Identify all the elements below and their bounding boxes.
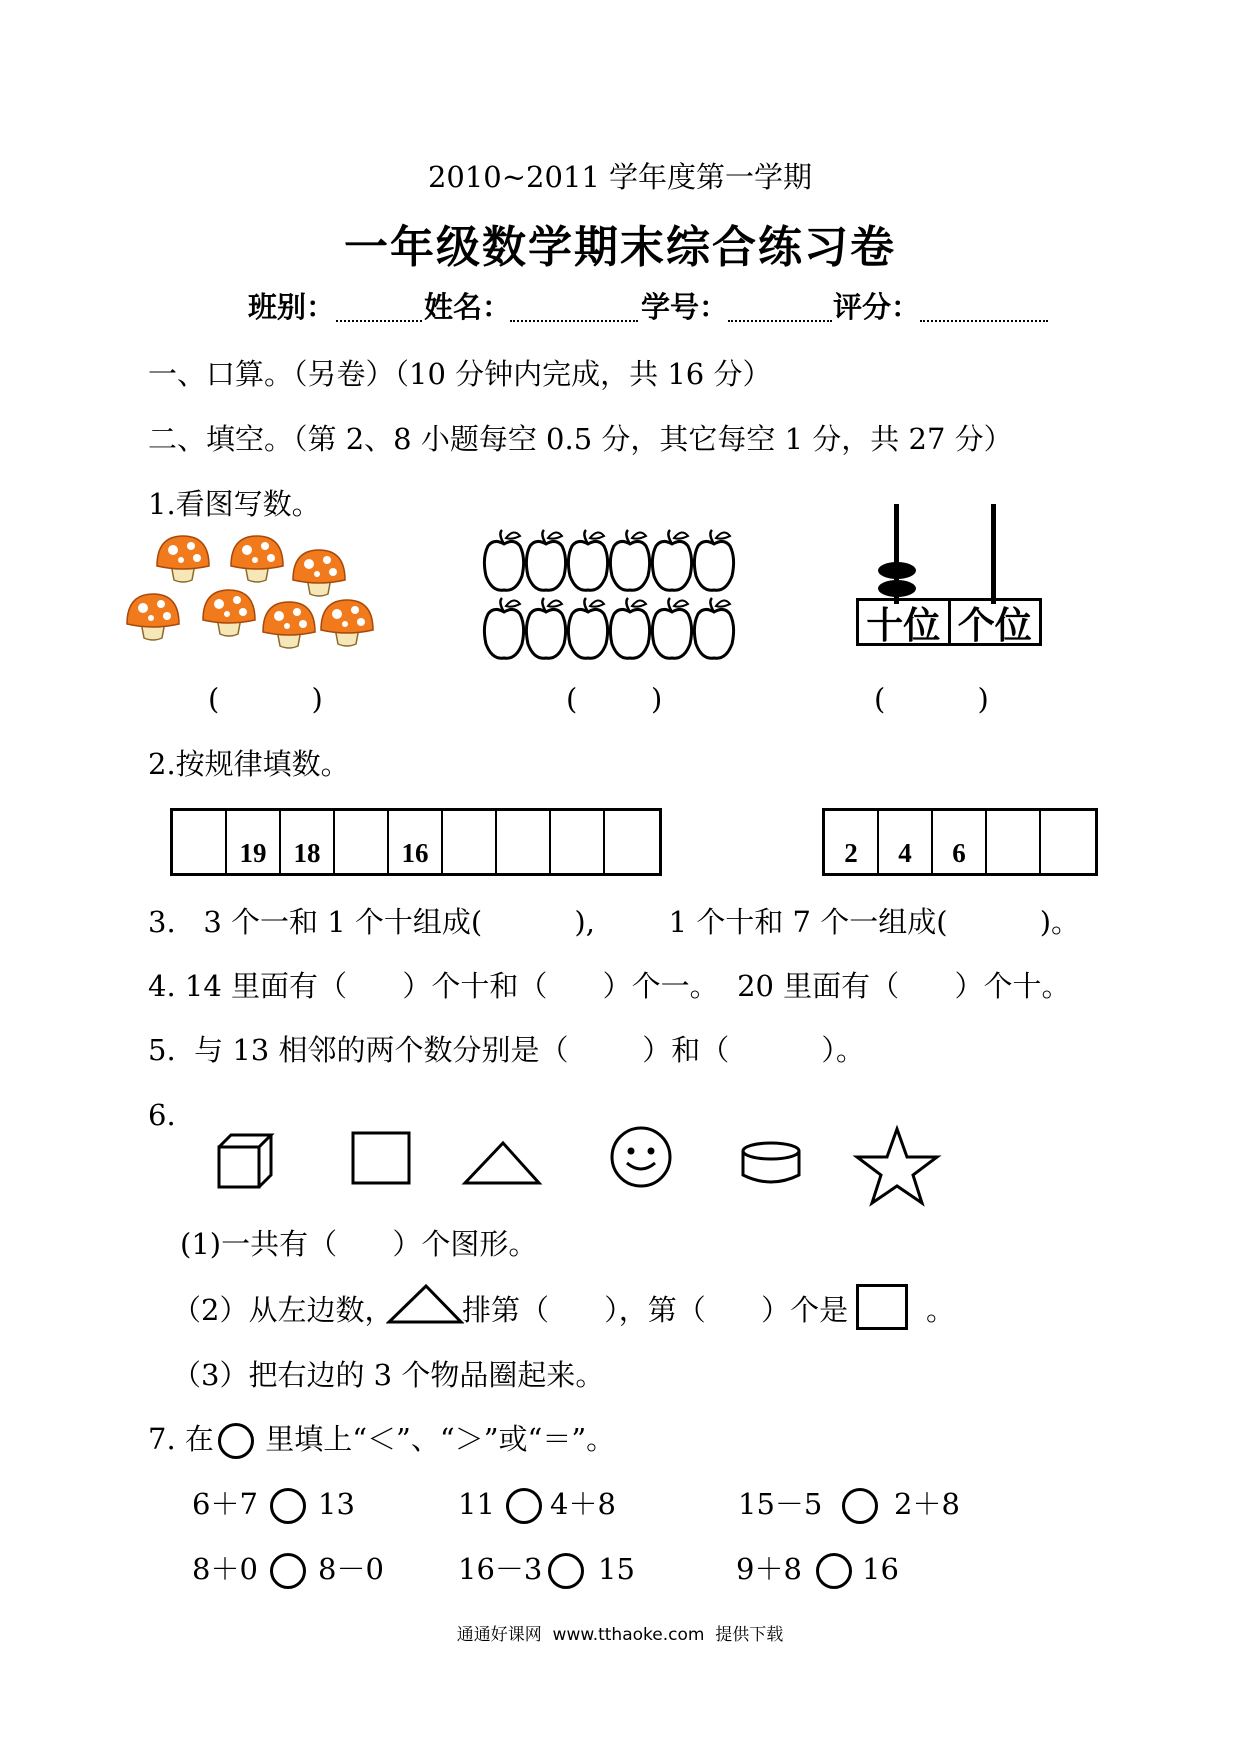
class-field[interactable] [336,320,422,322]
compare-right: 8－0 [318,1552,384,1586]
seq2-cell[interactable] [987,811,1041,873]
sequence-grid-2 [822,808,1098,876]
q3-text: 3. 3 个一和 1 个十组成( ), 1 个十和 7 个一组成( )。 [148,905,1081,939]
name-field[interactable] [510,320,638,322]
compare-right: 13 [318,1487,355,1521]
compare-left: 11 [458,1487,495,1521]
ones-label: 个位 [957,604,1032,647]
q6-part1: (1)一共有（ ）个图形。 [180,1227,538,1261]
section-1-heading: 一、口算。（另卷）（10 分钟内完成，共 16 分） [148,357,772,391]
compare-left: 16－3 [458,1552,543,1586]
compare-left: 6＋7 [192,1487,258,1521]
circle-icon [218,1423,254,1459]
q1-label: 1.看图写数。 [148,487,321,521]
triangle-icon [386,1282,464,1326]
compare-circle[interactable] [842,1488,878,1524]
student-no-field[interactable] [728,320,832,322]
square-icon [353,1133,409,1183]
q6-part2c: 。 [926,1293,956,1327]
smiley-ball-icon [612,1128,670,1186]
compare-left: 9＋8 [736,1552,802,1586]
q1-answer-3[interactable]: ( ) [874,682,989,716]
sequence-grid-1 [170,808,662,876]
q6-part2a: （2）从左边数， [172,1293,394,1327]
compare-circle[interactable] [816,1553,852,1589]
seq1-cell: 19 [227,811,281,873]
q6-part3: （3）把右边的 3 个物品圈起来。 [172,1358,605,1392]
seq2-cell[interactable] [1041,811,1095,873]
triangle-icon [465,1143,539,1183]
compare-right: 2＋8 [894,1487,960,1521]
score-label: 评分： [833,290,921,324]
square-icon [856,1284,908,1330]
q7-label-a: 7. 在 [148,1422,214,1456]
page-footer: 通通好课网 www.tthaoke.com 提供下载 [456,1625,784,1645]
abacus-base [856,598,1042,646]
q6-part2b: 排第（ ），第（ ）个是 [462,1293,849,1327]
student-no-label: 学号： [641,290,729,324]
q6-label: 6. [148,1098,176,1132]
compare-circle[interactable] [270,1553,306,1589]
class-label: 班别： [248,290,336,324]
exam-subtitle: 2010~2011 学年度第一学期 [427,160,813,194]
compare-left: 8＋0 [192,1552,258,1586]
q4-text: 4. 14 里面有（ ）个十和（ ）个一。 20 里面有（ ）个十。 [148,969,1071,1003]
compare-circle[interactable] [548,1553,584,1589]
tens-label: 十位 [859,601,951,643]
cube-icon [219,1135,271,1187]
cylinder-icon [743,1143,799,1182]
compare-right: 4＋8 [550,1487,616,1521]
seq1-cell[interactable] [551,811,605,873]
compare-right: 16 [862,1552,899,1586]
q5-text: 5. 与 13 相邻的两个数分别是（ ）和（ ）。 [148,1033,865,1067]
ones-rod [991,504,996,604]
abacus [850,500,1050,650]
compare-right: 15 [598,1552,635,1586]
seq1-cell[interactable] [173,811,227,873]
q7-label-b: 里填上“＜”、“＞”或“＝”。 [256,1422,616,1456]
seq2-cell: 6 [933,811,987,873]
section-2-heading: 二、填空。（第 2、8 小题每空 0.5 分，其它每空 1 分，共 27 分） [148,422,1013,456]
q1-answer-2[interactable]: ( ) [566,682,663,716]
seq1-cell[interactable] [497,811,551,873]
q6-shapes-row [215,1125,945,1225]
compare-circle[interactable] [506,1488,542,1524]
star-icon [857,1129,937,1203]
seq1-cell[interactable] [443,811,497,873]
seq2-cell: 2 [825,811,879,873]
q2-label: 2.按规律填数。 [148,747,350,781]
apple-group-icon [480,520,740,665]
seq1-cell[interactable] [605,811,659,873]
compare-circle[interactable] [270,1488,306,1524]
tens-bead-1 [878,562,916,579]
q1-answer-1[interactable]: ( ) [208,682,323,716]
name-label: 姓名： [424,290,512,324]
compare-left: 15－5 [738,1487,823,1521]
seq1-cell: 18 [281,811,335,873]
seq1-cell: 16 [389,811,443,873]
score-field[interactable] [920,320,1048,322]
exam-title: 一年级数学期末综合练习卷 [344,222,896,273]
mushroom-group-icon [125,530,380,655]
seq2-cell: 4 [879,811,933,873]
seq1-cell[interactable] [335,811,389,873]
